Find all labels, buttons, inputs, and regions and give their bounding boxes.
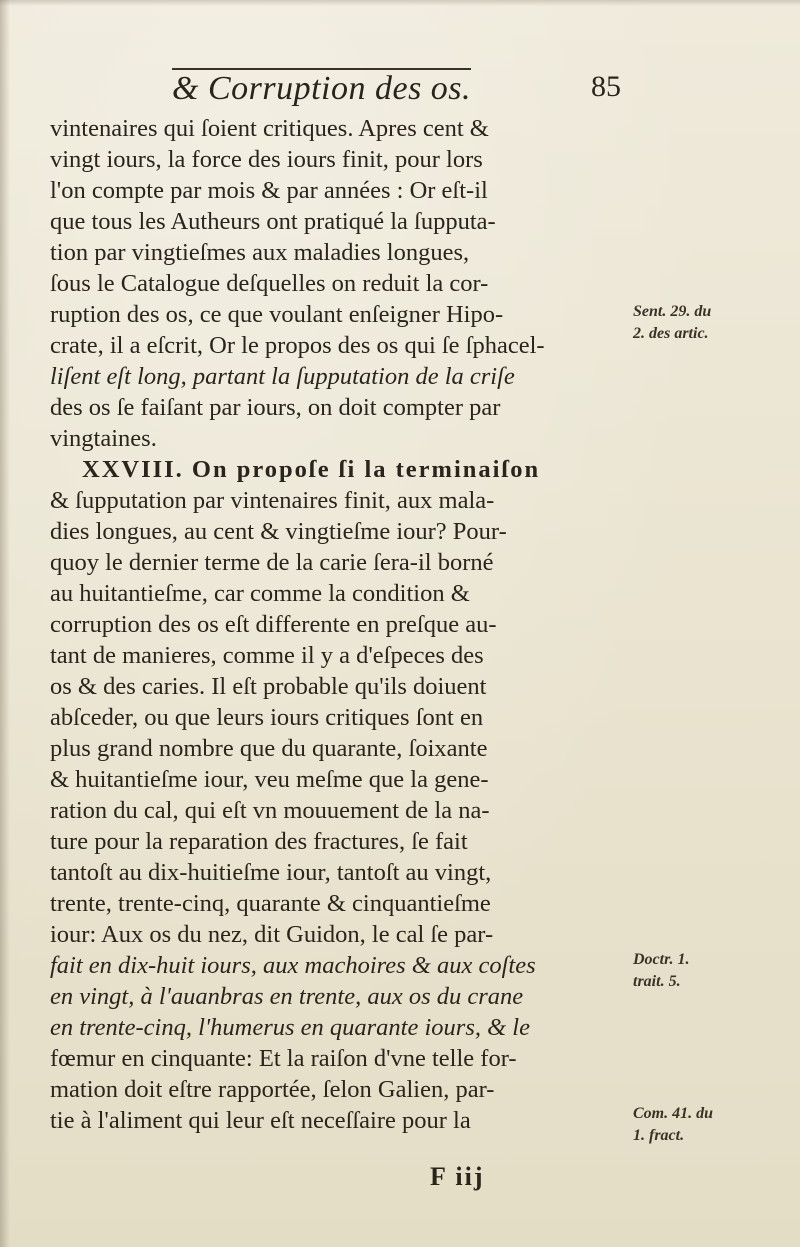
text-line: liſent eſt long, partant la ſupputation de la criſe (50, 363, 515, 390)
text-line: fait en dix-huit iours, aux machoires & aux coſtes (50, 952, 536, 979)
body-text (50, 113, 622, 1136)
text-line: & ſupputation par vintenaires finit, aux mala- (50, 487, 495, 514)
text-line: mation doit eſtre rapportée, ſelon Galien, par- (50, 1076, 495, 1103)
text-line: iour: Aux os du nez, dit Guidon, le cal ſe par- (50, 921, 494, 948)
text-line: ture pour la reparation des fractures, ſe fait (50, 828, 468, 855)
text-line: vingtaines. (50, 425, 157, 452)
margin-note-line: Sent. 29. du (633, 303, 712, 320)
margin-note-line: Doctr. 1. (633, 951, 690, 968)
text-line: fœmur en cinquante: Et la raiſon d'vne telle for- (50, 1045, 517, 1072)
text-line: ruption des os, ce que voulant enſeigner Hipo- (50, 301, 504, 328)
margin-note-line: trait. 5. (633, 973, 681, 990)
text-line: trente, trente-cinq, quarante & cinquantieſme (50, 890, 491, 917)
text-line: vingt iours, la force des iours finit, pour lors (50, 146, 483, 173)
running-header (52, 64, 627, 114)
text-line: au huitantieſme, car comme la condition & (50, 580, 470, 607)
text-line: tantoſt au dix-huitieſme iour, tantoſt au vingt, (50, 859, 492, 886)
text-line: que tous les Autheurs ont pratiqué la ſupputa- (50, 208, 496, 235)
margin-note-line: 1. fract. (633, 1127, 685, 1144)
text-line: des os ſe faiſant par iours, on doit compter par (50, 394, 501, 421)
text-line: corruption des os eſt differente en preſque au- (50, 611, 497, 638)
text-line: dies longues, au cent & vingtieſme iour? Pour- (50, 518, 507, 545)
text-line: & huitantieſme iour, veu meſme que la gene- (50, 766, 489, 793)
margin-note-line: Com. 41. du (633, 1105, 714, 1122)
page-number: 85 (591, 70, 621, 103)
page-edge-shadow (0, 0, 10, 1247)
text-line: l'on compte par mois & par années : Or eſt-il (50, 177, 488, 204)
text-line: os & des caries. Il eſt probable qu'ils doiuent (50, 673, 487, 700)
text-line: ration du cal, qui eſt vn mouuement de la na- (50, 797, 490, 824)
text-line: en vingt, à l'auanbras en trente, aux os du crane (50, 983, 524, 1010)
text-line: en trente-cinq, l'humerus en quarante iours, & le (50, 1014, 530, 1041)
text-line: tion par vingtieſmes aux maladies longues, (50, 239, 470, 266)
signature-mark: F iij (430, 1162, 485, 1191)
text-line: abſceder, ou que leurs iours critiques ſont en (50, 704, 484, 731)
running-title: & Corruption des os. (172, 70, 472, 107)
section-heading-line: XXVIII. On propoſe ſi la terminaiſon (82, 456, 541, 483)
text-line: plus grand nombre que du quarante, ſoixante (50, 735, 488, 762)
page-top-shadow (0, 0, 800, 6)
text-line: crate, il a eſcrit, Or le propos des os qui ſe ſphacel- (50, 332, 545, 359)
margin-note-line: 2. des artic. (633, 325, 709, 342)
text-line: quoy le dernier terme de la carie ſera-il borné (50, 549, 494, 576)
text-line: vintenaires qui ſoient critiques. Apres cent & (50, 115, 489, 142)
text-line: ſous le Catalogue deſquelles on reduit la cor- (50, 270, 489, 297)
text-line: tant de manieres, comme il y a d'eſpeces des (50, 642, 484, 669)
text-line: tie à l'aliment qui leur eſt neceſſaire pour la (50, 1107, 471, 1134)
